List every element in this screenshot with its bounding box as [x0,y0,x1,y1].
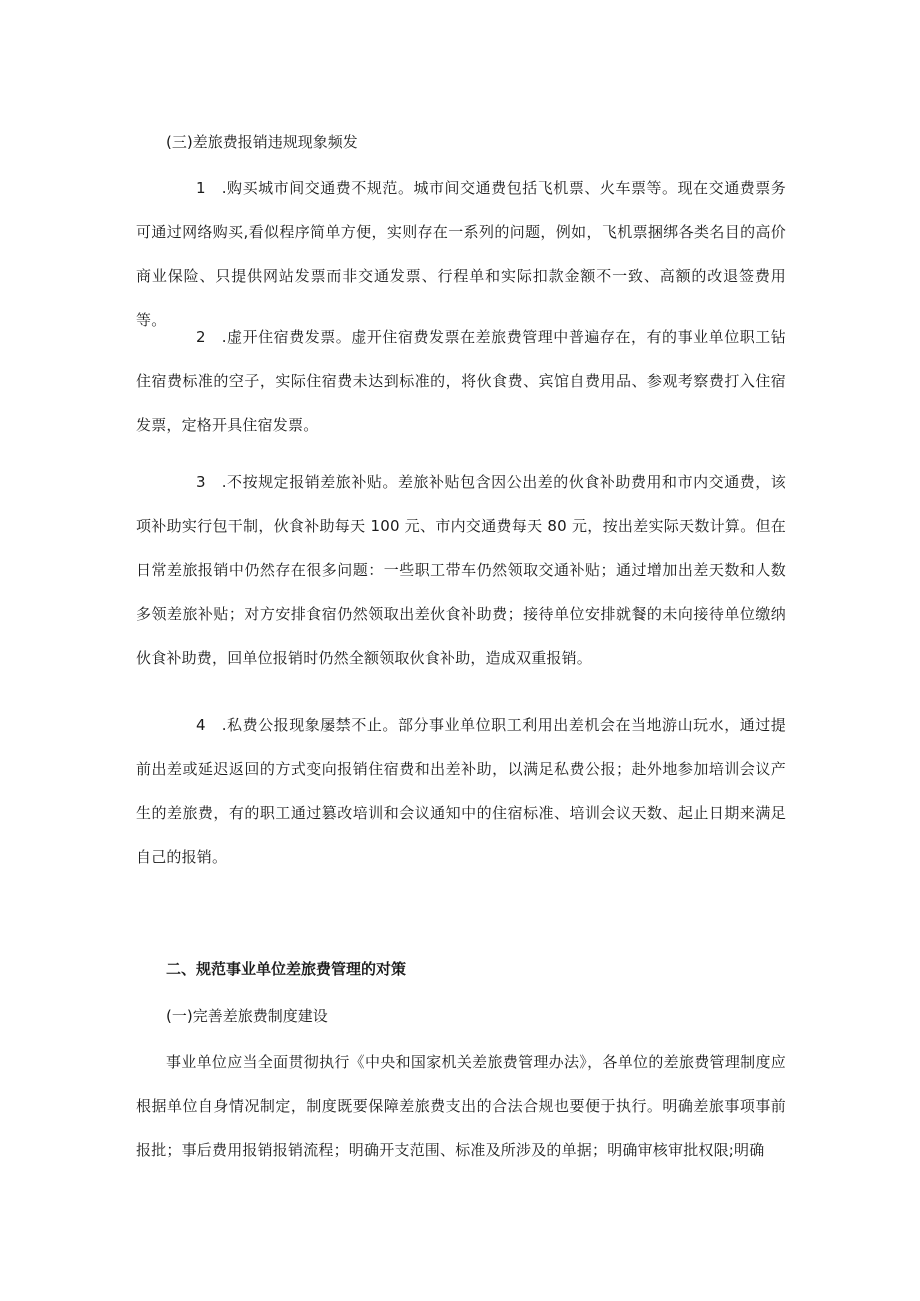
list-item-1-number: 1 [196,179,206,197]
list-item-2-text: .虚开住宿费发票。虚开住宿费发票在差旅费管理中普遍存在，有的事业单位职工钻住宿费标准的空子，实际住宿费未达到标准的，将伙食费、宾馆自费用品、参观考察费打入住宿发票，定格开具住宿发票。 [136,328,786,434]
list-item-4-number: 4 [196,716,206,734]
list-item-3-text: .不按规定报销差旅补贴。差旅补贴包含因公出差的伙食补助费用和市内交通费，该项补助实行包干制，伙食补助每天 100 元、市内交通费每天 80 元，按出差实际天数计算。但在日常差旅报销中仍然存在很多问题：一些职工带车仍然领取交通补贴；通过增加出差天数和人数多领差旅补贴；对方安排食宿仍然领取出差伙食补助费；接待单位安排就餐的未向接待单位缴纳伙食补助费，回单位报销时仍然全额领取伙食补助，造成双重报销。 [136,473,786,667]
list-item-4-text: .私费公报现象屡禁不止。部分事业单位职工利用出差机会在当地游山玩水，通过提前出差或延迟返回的方式变向报销住宿费和出差补助，以满足私费公报；赴外地参加培训会议产生的差旅费，有的职工通过篡改培训和会议通知中的住宿标准、培训会议天数、起止日期来满足自己的报销。 [136,716,786,866]
list-item-2-number: 2 [196,328,206,346]
list-item-4 [136,703,786,879]
list-item-1-text: .购买城市间交通费不规范。城市间交通费包括飞机票、火车票等。现在交通费票务可通过网络购买,看似程序简单方便，实则存在一系列的问题，例如，飞机票捆绑各类名目的高价商业保险、只提供网站发票而非交通发票、行程单和实际扣款金额不一致、高额的改退签费用等。 [136,179,786,329]
section-3-heading: (三)差旅费报销违规现象频发 [166,133,358,151]
list-item-2 [136,315,786,447]
list-item-3 [136,460,786,680]
subsection-1-heading: (一)完善差旅费制度建设 [166,1007,328,1025]
chapter-2-heading: 二、规范事业单位差旅费管理的对策 [166,960,407,978]
subsection-1-paragraph: 事业单位应当全面贯彻执行《中央和国家机关差旅费管理办法》，各单位的差旅费管理制度应根据单位自身情况制定，制度既要保障差旅费支出的合法合规也要便于执行。明确差旅事项事前报批；事后费用报销报销流程；明确开支范围、标准及所涉及的单据；明确审核审批权限;明确 [136,1053,786,1159]
list-item-3-number: 3 [196,473,206,491]
